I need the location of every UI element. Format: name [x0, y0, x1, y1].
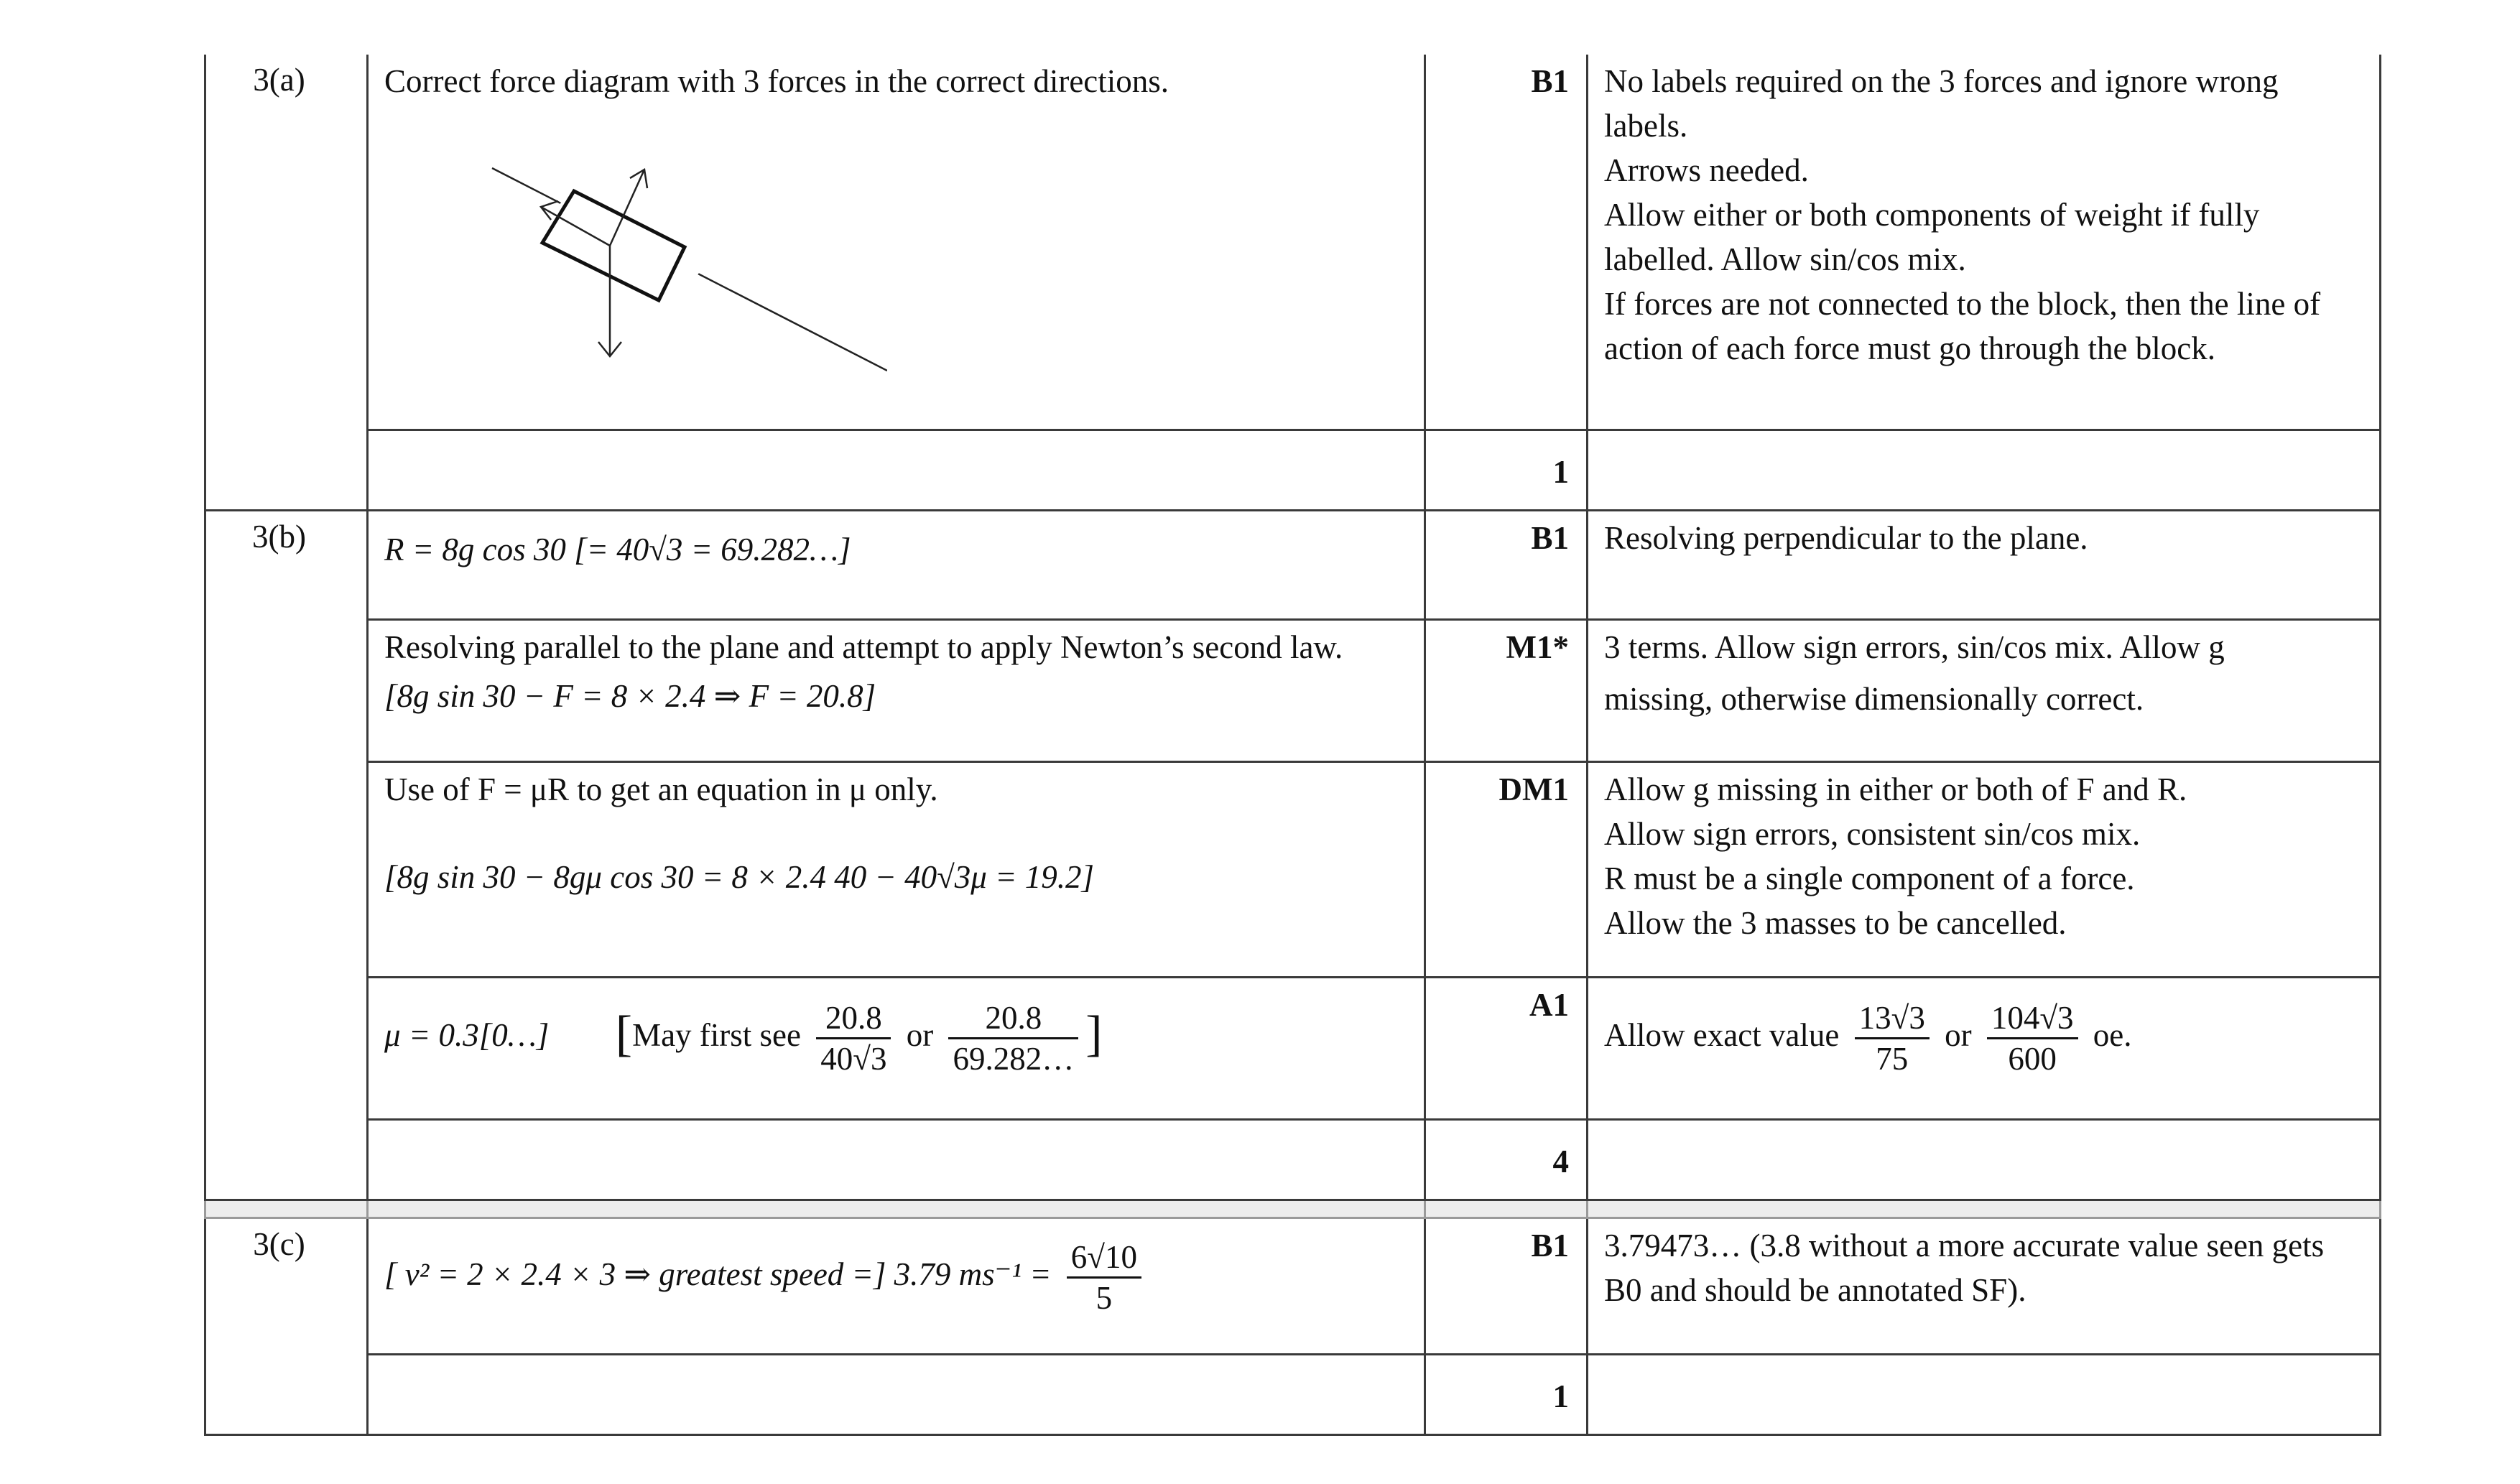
q3a-row	[205, 55, 2381, 430]
fraction-numerator: 20.8	[948, 998, 1078, 1039]
separator-cell	[1425, 1200, 1588, 1218]
mark-code: B1	[1531, 63, 1569, 99]
fraction	[1987, 998, 2078, 1078]
q3b-row-2	[205, 619, 2381, 761]
answer-text: Correct force diagram with 3 forces in the correct directions.	[384, 63, 1169, 99]
guidance-line: missing, otherwise dimensionally correct.	[1604, 680, 2144, 717]
answer-equation: [ v² = 2 × 2.4 × 3 ⇒ greatest speed =] 3.79 ms⁻¹ =	[384, 1256, 1052, 1292]
q3b-guidance-cell-4	[1588, 977, 2381, 1119]
question-number: 3(a)	[253, 62, 305, 98]
q3b-total-guidance-cell	[1588, 1119, 2381, 1200]
q3c-number-cell	[205, 1218, 368, 1434]
section-separator	[205, 1200, 2381, 1218]
q3b-guidance-cell-3	[1588, 761, 2381, 977]
q3b-number-cell	[205, 510, 368, 1200]
q3c-mark-cell	[1425, 1218, 1588, 1354]
fraction	[948, 998, 1078, 1078]
bracket-close: ]	[1085, 1006, 1103, 1062]
q3b-guidance-cell-1	[1588, 510, 2381, 619]
q3b-row-1	[205, 510, 2381, 619]
mark-code: M1*	[1506, 629, 1569, 665]
guidance-line: No labels required on the 3 forces and ignore wrong	[1604, 63, 2279, 99]
answer-text: Use of F = μR to get an equation in μ only.	[384, 771, 938, 807]
guidance-line: Allow sign errors, consistent sin/cos mix.	[1604, 815, 2141, 852]
q3c-row	[205, 1218, 2381, 1354]
guidance-line: If forces are not connected to the block, then the line of	[1604, 286, 2321, 322]
q3c-guidance-cell	[1588, 1218, 2381, 1354]
q3a-guidance-cell	[1588, 55, 2381, 430]
fraction-denominator: 600	[2008, 1040, 2057, 1077]
may-see-text: May first see	[632, 1016, 801, 1053]
q3a-mark-cell	[1425, 55, 1588, 430]
q3c-total-answer-cell	[368, 1354, 1425, 1434]
q3a-total-answer-cell	[368, 430, 1425, 510]
guidance-text: Allow exact value	[1604, 1016, 1840, 1053]
guidance-text: Resolving perpendicular to the plane.	[1604, 519, 2088, 556]
mark-code: B1	[1531, 1227, 1569, 1263]
or-text: or	[906, 1016, 934, 1053]
mark-scheme-table	[204, 55, 2381, 1436]
q3b-total-answer-cell	[368, 1119, 1425, 1200]
guidance-line: 3.79473… (3.8 without a more accurate value seen gets	[1604, 1227, 2325, 1263]
q3b-answer-cell-2	[368, 619, 1425, 761]
q3b-answer-cell-3	[368, 761, 1425, 977]
fraction-numerator: 104√3	[1987, 998, 2078, 1039]
separator-cell	[368, 1200, 1425, 1218]
guidance-line: Allow g missing in either or both of F and R.	[1604, 771, 2187, 807]
q3a-answer-cell	[368, 55, 1425, 430]
q3b-total-row	[205, 1119, 2381, 1200]
q3b-mark-cell-3	[1425, 761, 1588, 977]
mark-code: A1	[1529, 986, 1569, 1023]
mark-code: DM1	[1498, 771, 1569, 807]
q3c-total-row	[205, 1354, 2381, 1434]
guidance-line: R must be a single component of a force.	[1604, 860, 2135, 896]
answer-equation: R = 8g cos 30 [= 40√3 = 69.282…]	[384, 531, 851, 567]
question-number: 3(b)	[252, 518, 306, 555]
q3b-mark-cell-4	[1425, 977, 1588, 1119]
q3a-total-row	[205, 430, 2381, 510]
q3a-number-cell	[205, 55, 368, 510]
separator-cell	[1588, 1200, 2381, 1218]
total-marks: 1	[1552, 453, 1569, 490]
fraction-numerator: 20.8	[816, 998, 891, 1039]
answer-value: μ = 0.3[0…]	[384, 1016, 550, 1053]
fraction	[816, 998, 891, 1078]
q3b-total-cell	[1425, 1119, 1588, 1200]
total-marks: 4	[1552, 1143, 1569, 1179]
fraction-denominator: 5	[1095, 1279, 1113, 1316]
reaction-arrowhead	[630, 170, 647, 188]
q3b-mark-cell-1	[1425, 510, 1588, 619]
answer-text: Resolving parallel to the plane and attempt to apply Newton’s second law.	[384, 629, 1343, 665]
q3a-total-guidance-cell	[1588, 430, 2381, 510]
guidance-line: labelled. Allow sin/cos mix.	[1604, 241, 1966, 277]
q3a-total-cell	[1425, 430, 1588, 510]
bracket-open: [	[615, 1006, 633, 1062]
guidance-line: Allow either or both components of weight if fully	[1604, 197, 2260, 233]
answer-equation: [8g sin 30 − 8gμ cos 30 = 8 × 2.4 40 − 40√3μ = 19.2]	[384, 858, 1094, 895]
fraction-numerator: 6√10	[1067, 1238, 1141, 1279]
q3b-guidance-cell-2	[1588, 619, 2381, 761]
q3c-answer-cell	[368, 1218, 1425, 1354]
guidance-line: labels.	[1604, 108, 1688, 144]
fraction	[1067, 1238, 1141, 1317]
fraction-denominator: 69.282…	[953, 1040, 1075, 1077]
guidance-line: Allow the 3 masses to be cancelled.	[1604, 904, 2067, 941]
mark-code: B1	[1531, 519, 1569, 556]
guidance-line: B0 and should be annotated SF).	[1604, 1271, 2026, 1308]
q3b-mark-cell-2	[1425, 619, 1588, 761]
answer-equation: [8g sin 30 − F = 8 × 2.4 ⇒ F = 20.8]	[384, 677, 876, 714]
q3b-row-3	[205, 761, 2381, 977]
q3c-total-guidance-cell	[1588, 1354, 2381, 1434]
fraction	[1855, 998, 1930, 1078]
guidance-line: action of each force must go through the block.	[1604, 330, 2215, 366]
q3c-total-cell	[1425, 1354, 1588, 1434]
force-diagram	[384, 113, 887, 372]
q3b-row-4	[205, 977, 2381, 1119]
fraction-denominator: 40√3	[820, 1040, 887, 1077]
fraction-denominator: 75	[1876, 1040, 1909, 1077]
q3b-answer-cell-1	[368, 510, 1425, 619]
or-text: or	[1945, 1016, 1972, 1053]
fraction-numerator: 13√3	[1855, 998, 1930, 1039]
separator-cell	[205, 1200, 368, 1218]
question-number: 3(c)	[253, 1225, 305, 1262]
q3b-answer-cell-4	[368, 977, 1425, 1119]
total-marks: 1	[1552, 1378, 1569, 1414]
guidance-line: 3 terms. Allow sign errors, sin/cos mix. Allow g	[1604, 629, 2225, 665]
guidance-suffix: oe.	[2093, 1016, 2132, 1053]
guidance-line: Arrows needed.	[1604, 152, 1809, 188]
